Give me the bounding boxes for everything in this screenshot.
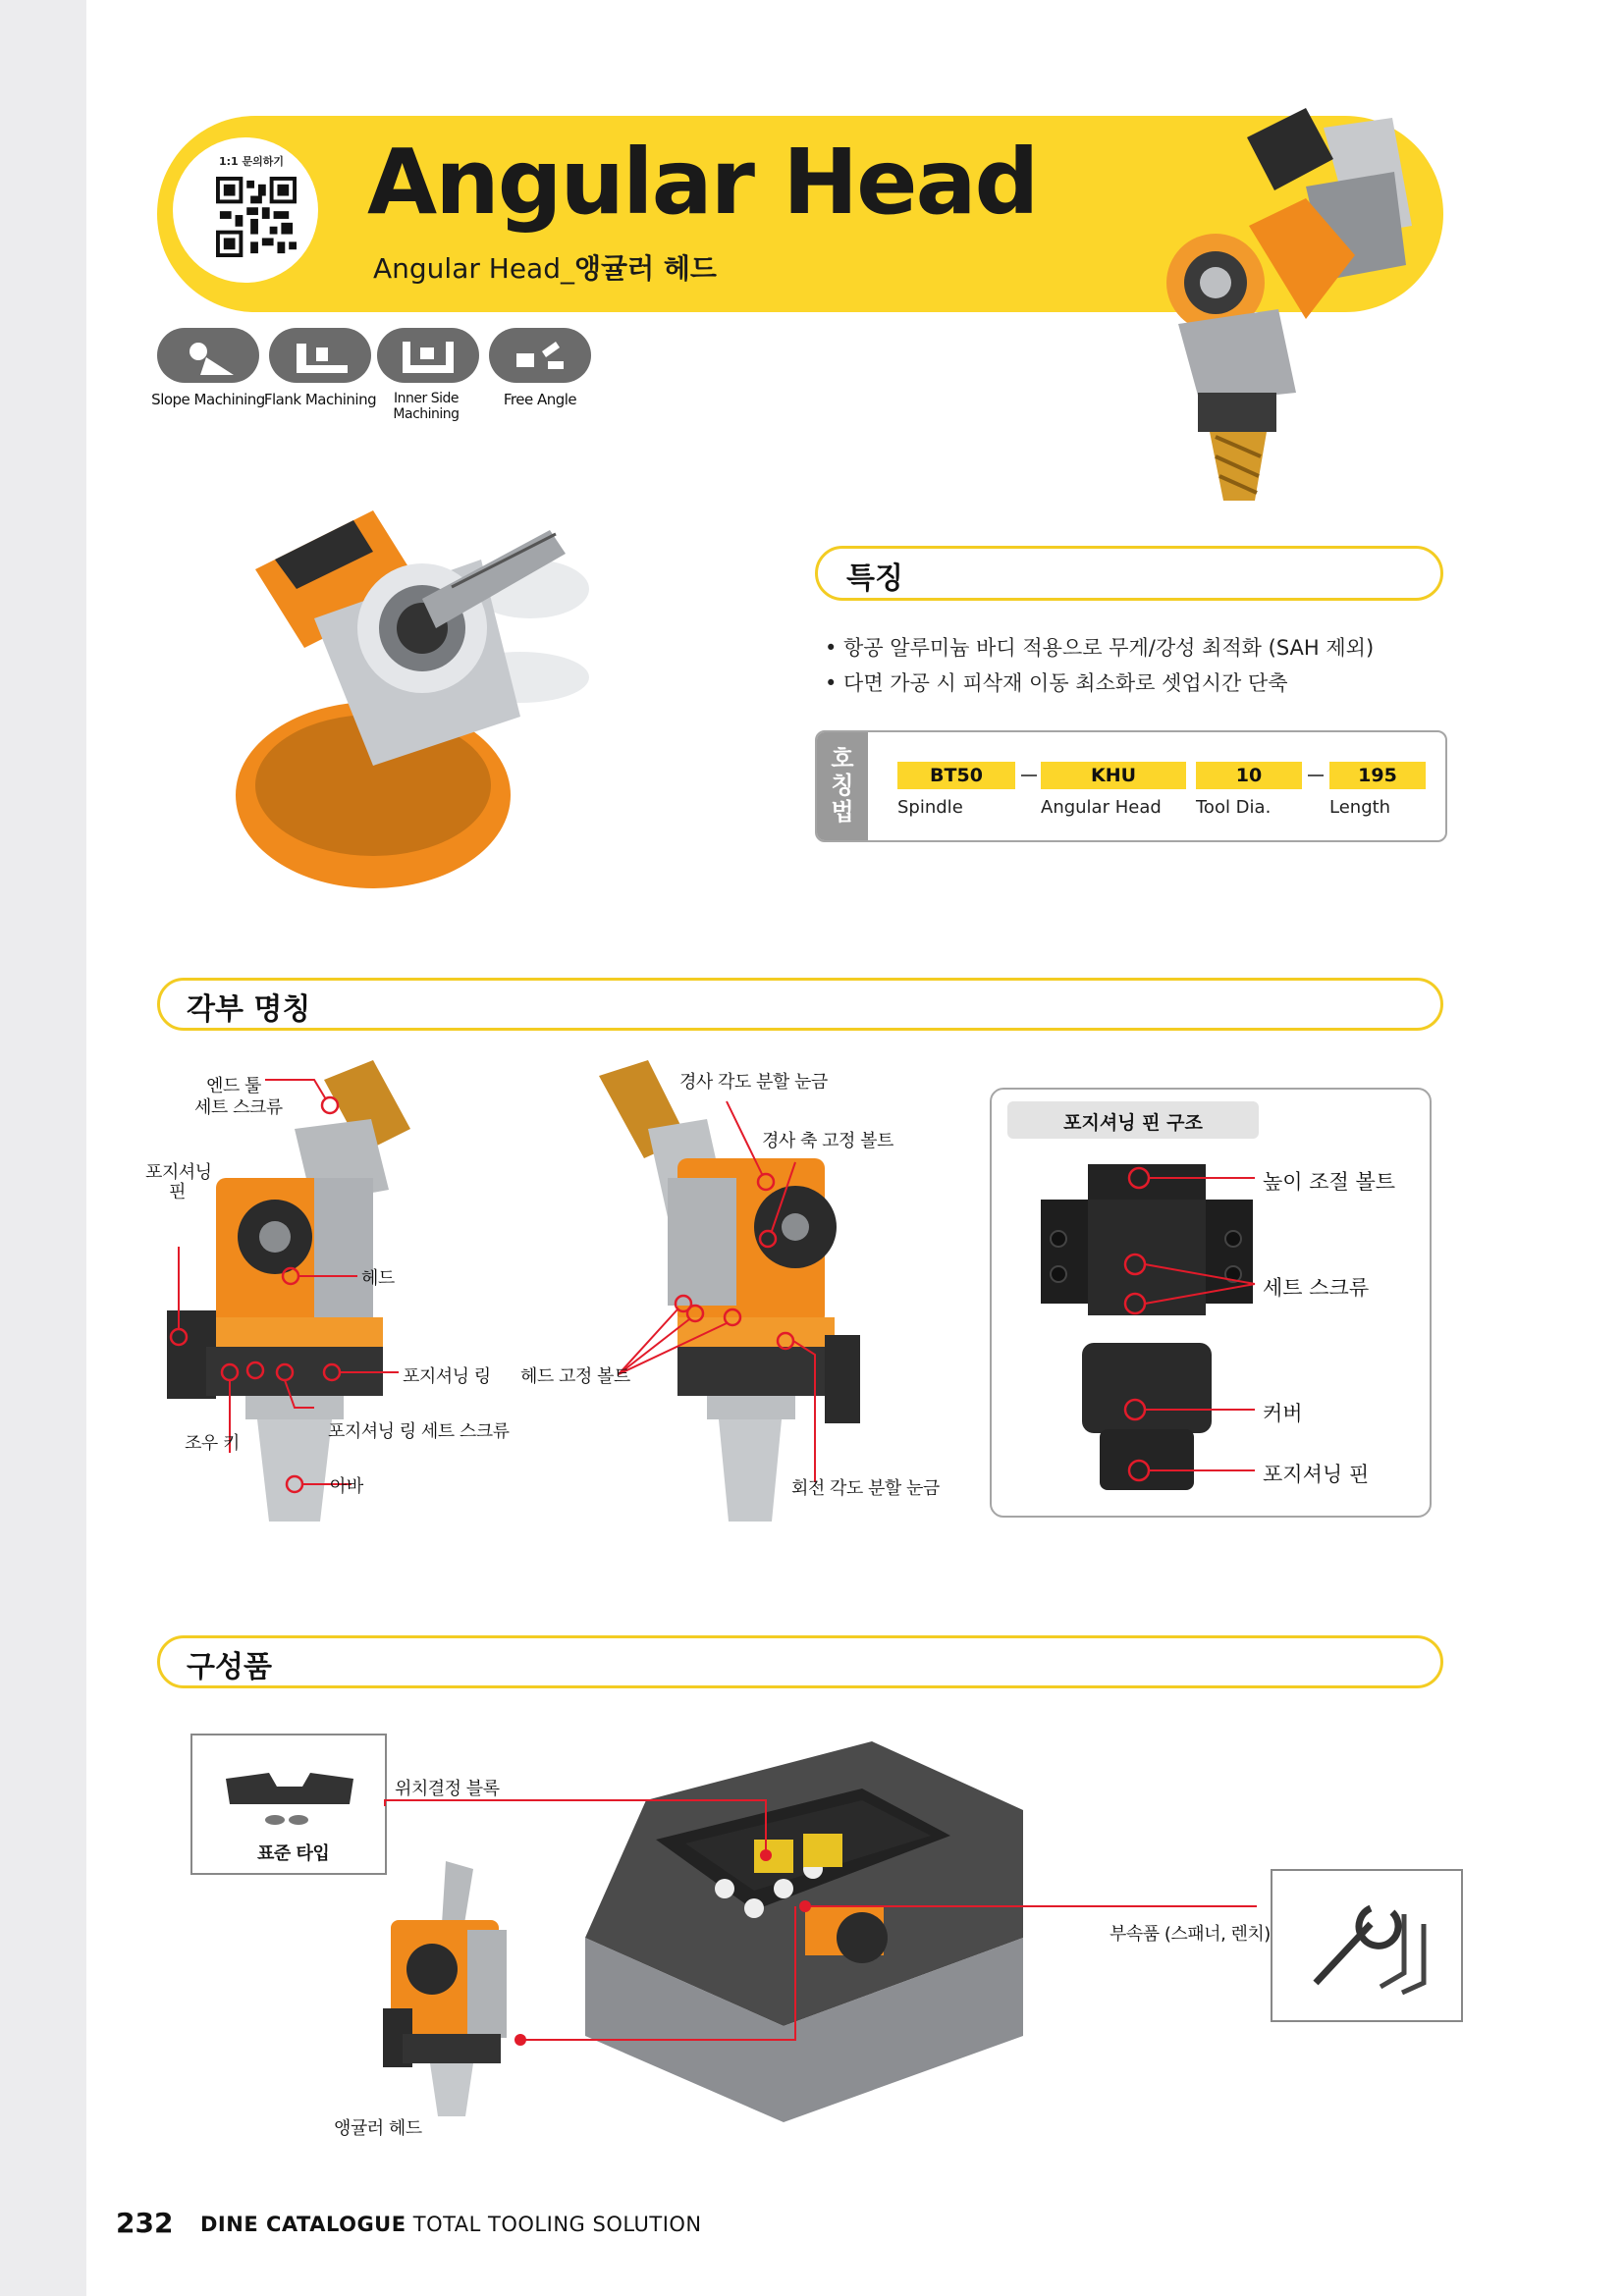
desc-spindle: Spindle [897,797,963,818]
code-dash-1 [1021,774,1037,776]
label-tilt-bolt: 경사 축 고정 볼트 [762,1131,893,1151]
footer-brand: DINE CATALOGUE [200,2213,406,2236]
naming-side-label: 호칭법 [831,745,854,826]
pin-structure-title: 포지셔닝 핀 구조 [1063,1112,1203,1134]
desc-tool-dia: Tool Dia. [1196,797,1272,818]
flank-machining-glyph [291,334,353,377]
label-end-tool: 엔드 툴 [206,1076,261,1096]
free-angle-label: Free Angle [503,391,577,408]
code-tool-dia: 10 [1196,762,1302,789]
page-side-strip [0,0,86,2296]
parts-heading: 각부 명칭 [187,992,311,1027]
label-head: 헤드 [361,1268,395,1289]
inner-side-machining-label: Inner Side Machining [393,391,460,422]
page-title: Angular Head [367,130,1038,235]
subtitle-prefix: Angular Head_ [373,252,574,285]
product-photo [226,471,619,903]
page-subtitle [373,247,717,287]
free-angle-glyph [509,334,571,377]
slope-machining-label: Slope Machining [151,391,265,408]
label-jaw-key: 조우 키 [185,1433,240,1454]
label-positioning-ring: 포지셔닝 링 [403,1366,491,1387]
feature-item-1: • 항공 알루미늄 바디 적용으로 무게/강성 최적화 (SAH 제외) [825,636,1375,660]
label-standard-type: 표준 타입 [257,1843,330,1864]
features-pill [815,546,1443,601]
footer-text [200,2213,702,2236]
features-heading: 특징 [846,561,903,596]
footer-tagline: TOTAL TOOLING SOLUTION [406,2213,702,2236]
qr-caption: 1:1 문의하기 [218,155,285,168]
component-callout-lines [373,1747,1326,2140]
label-accessories: 부속품 (스패너, 렌치) [1110,1924,1271,1945]
subtitle-korean: 앵귤러 헤드 [573,252,717,285]
page-number: 232 [116,2207,174,2239]
label-rotation-scale: 회전 각도 분할 눈금 [791,1478,940,1499]
slope-machining-glyph [177,334,240,377]
pin-structure-diagram [1041,1164,1257,1498]
components-pill [157,1635,1443,1688]
desc-length: Length [1329,797,1391,818]
label-tilt-scale: 경사 각도 분할 눈금 [679,1072,828,1093]
label-angular-head: 앵귤러 헤드 [334,2118,422,2139]
label-cover: 커버 [1263,1402,1303,1425]
label-ring-set-screw: 포지셔닝 링 세트 스크류 [328,1421,510,1442]
label-head-bolt: 헤드 고정 볼트 [520,1366,630,1387]
components-heading: 구성품 [187,1650,272,1684]
code-length: 195 [1329,762,1426,789]
inner-side-machining-glyph [397,334,460,377]
label-positioning-pin: 포지셔닝 [145,1162,212,1183]
label-height-bolt: 높이 조절 볼트 [1263,1170,1396,1194]
desc-angular-head: Angular Head [1041,797,1162,818]
label-pin: 포지셔닝 핀 [1263,1463,1370,1486]
flank-machining-label: Flank Machining [263,391,377,408]
feature-item-2: • 다면 가공 시 피삭재 이동 최소화로 셋업시간 단축 [825,671,1288,695]
positioning-block-image [216,1759,363,1828]
label-positioning-pin-2: 핀 [169,1182,186,1202]
hero-product-image [1159,108,1453,510]
label-end-tool-screw: 세트 스크류 [194,1097,283,1118]
label-arbor: 아바 [330,1476,363,1497]
code-spindle: BT50 [897,762,1015,789]
code-dash-2 [1308,774,1324,776]
label-positioning-block: 위치결정 블록 [395,1779,500,1799]
code-angular-head: KHU [1041,762,1186,789]
qr-code-icon[interactable] [216,177,297,257]
label-set-screw: 세트 스크류 [1263,1276,1370,1300]
parts-pill [157,978,1443,1031]
